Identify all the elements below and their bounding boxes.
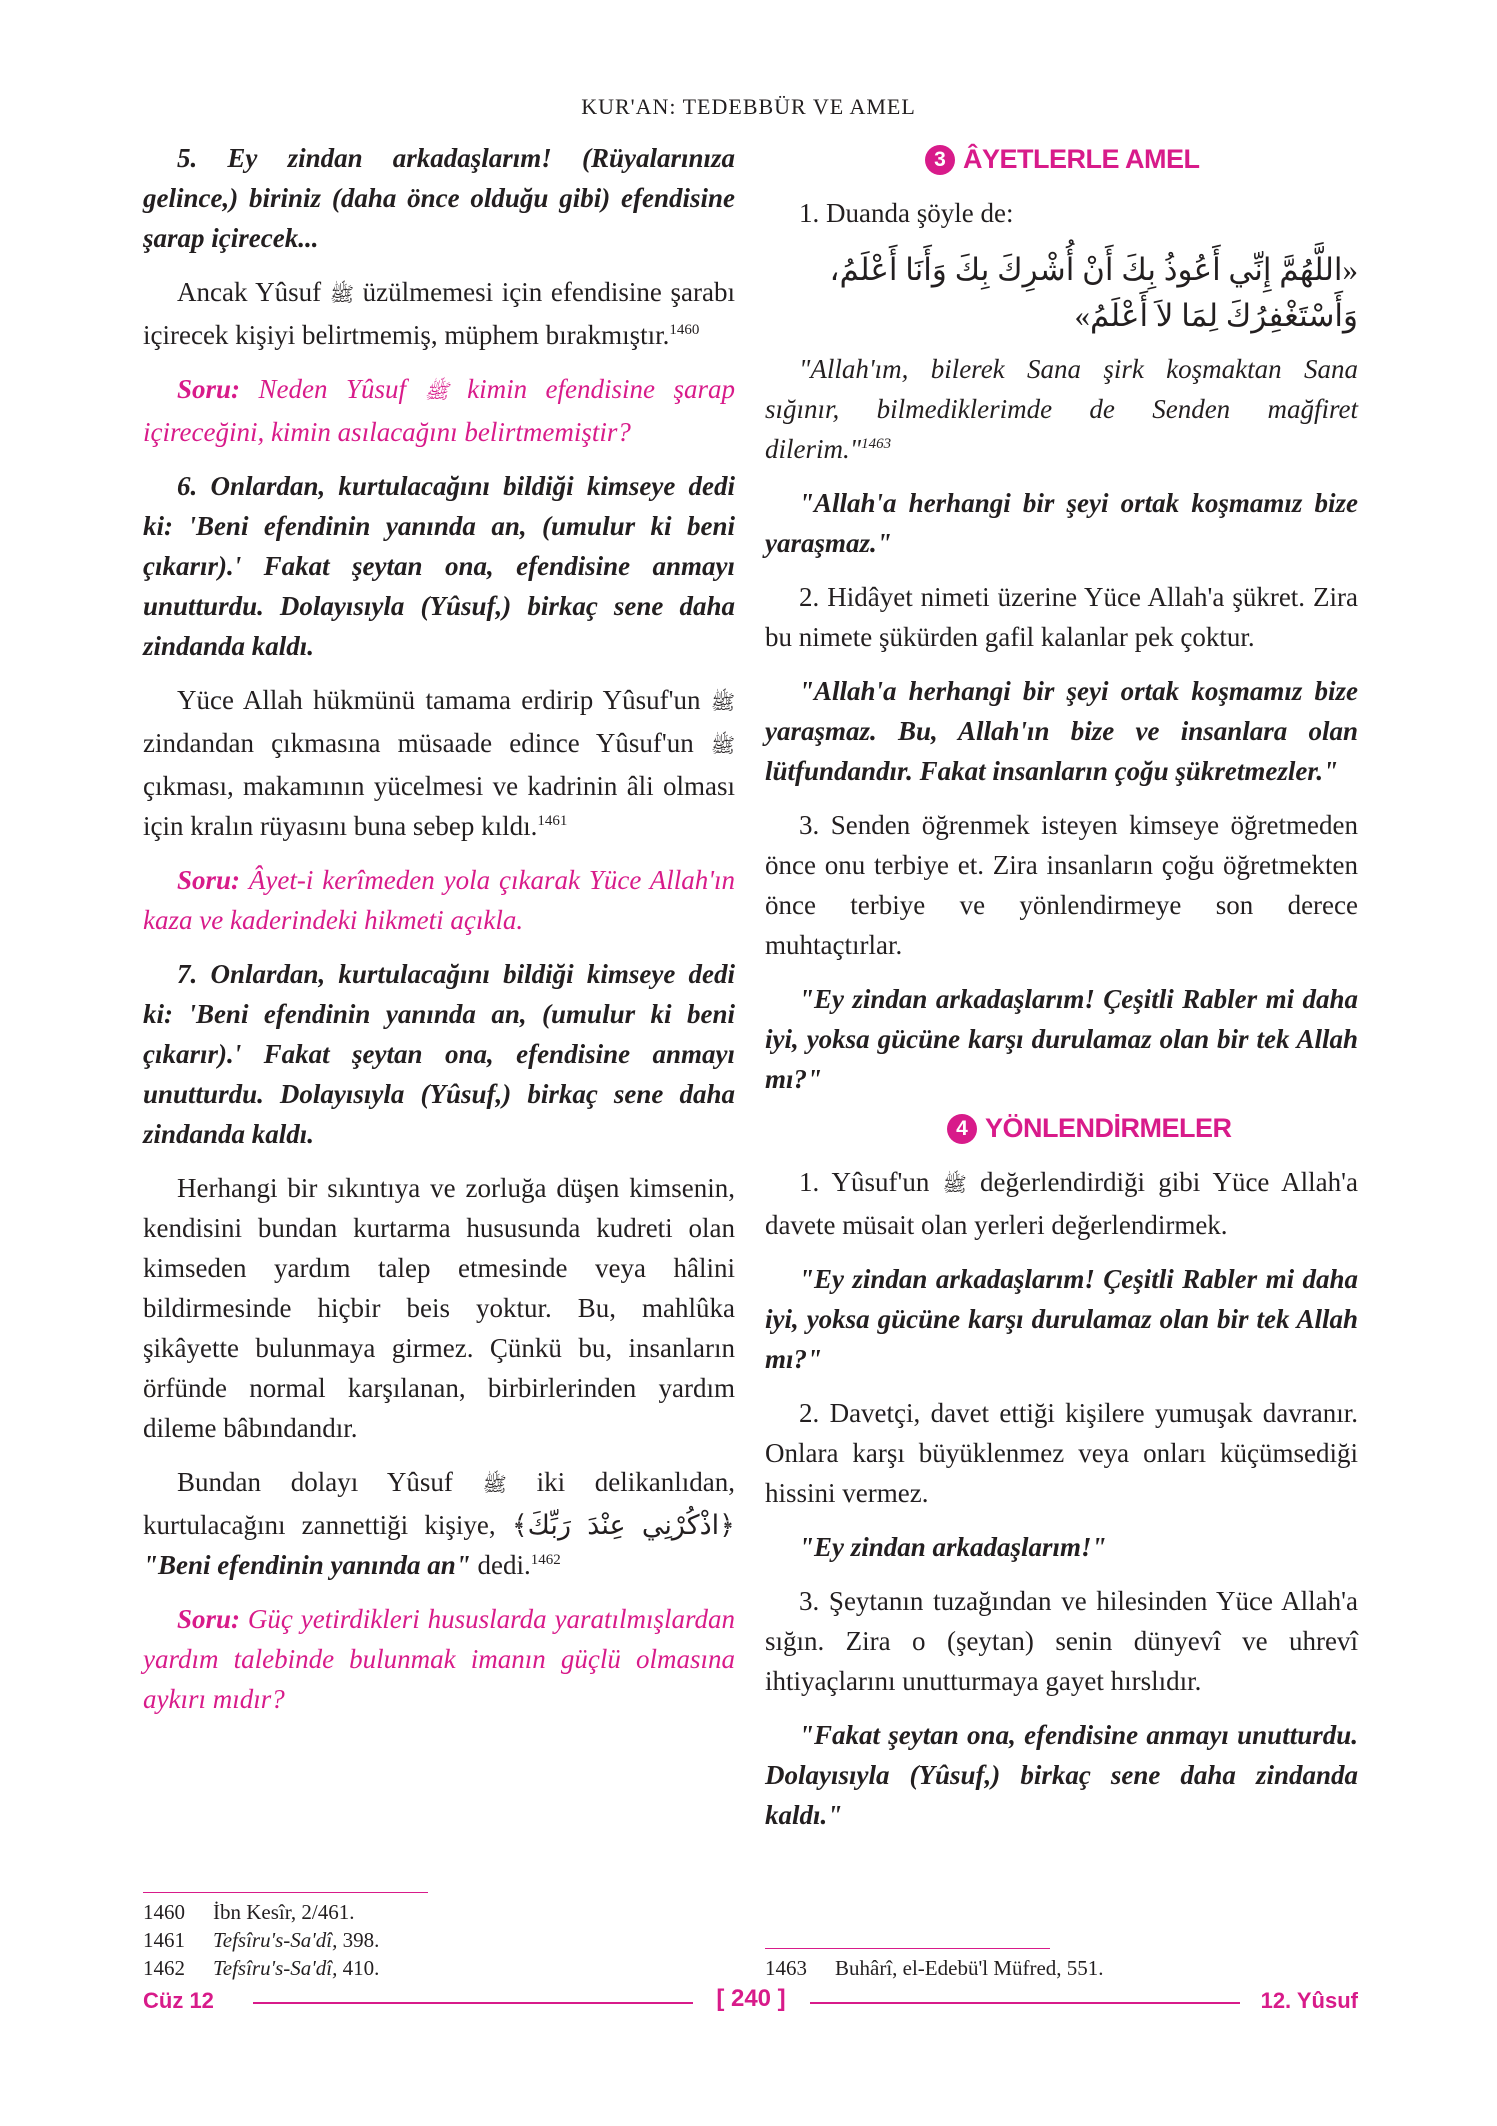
paragraph-4-text-c: dedi. — [477, 1550, 531, 1580]
running-head: KUR'AN: TEDEBBÜR VE AMEL — [581, 94, 916, 119]
footnote-1462 — [143, 1954, 735, 1982]
footnote-text: Tefsîru's-Sa'dî, 410. — [213, 1956, 380, 1980]
question-2 — [143, 860, 735, 940]
salawat-icon: ﷺ — [482, 1474, 507, 1496]
footnote-ref-1462[interactable]: 1462 — [530, 1552, 561, 1568]
paragraph-2-text-c: çıkması, makamının yücelmesi ve kadrinin âli olması için kralın rüyasını buna sebep kıldı. — [143, 771, 735, 841]
footer-juz: Cüz 12 — [143, 1988, 214, 2013]
section-3-title: ÂYETLERLE AMEL — [963, 144, 1200, 174]
footnote-text: Tefsîru's-Sa'dî, 398. — [213, 1928, 380, 1952]
salawat-icon: ﷺ — [710, 735, 735, 757]
page-footer — [143, 1985, 1358, 2022]
item-3-1: 1. Duanda şöyle de: — [799, 198, 1014, 228]
section-4-title: YÖNLENDİRMELER — [985, 1113, 1232, 1143]
paragraph-4 — [143, 1462, 735, 1585]
question-3 — [143, 1599, 735, 1719]
verse-5: 5. Ey zindan arkadaşlarım! (Rüyalarınıza gelince,) biriniz (daha önce olduğu gibi) efendisine şarap içirecek... — [143, 143, 735, 253]
footnote-rule-right — [765, 1948, 1050, 1949]
quote-1: "Allah'a herhangi bir şeyi ortak koşmamız bize yaraşmaz." — [765, 488, 1358, 558]
question-1-text-b: kimin efendisine şarap içireceğini, kimin asılacağını belirtmemiştir? — [143, 374, 735, 447]
verse-6: 6. Onlardan, kurtulacağını bildiği kimseye dedi ki: 'Beni efendinin yanında an, (umulur ki beni çıkarır).' Fakat şeytan ona, efendisine anmayı unutturdu. Dolayısıyla (Yûsuf,) birkaç sene daha zindanda kaldı. — [143, 471, 735, 661]
paragraph-4-text-a: Bundan dolayı Yûsuf — [177, 1467, 453, 1497]
quote-6: "Fakat şeytan ona, efendisine anmayı unutturdu. Dolayısıyla (Yûsuf,) birkaç sene daha zindanda kaldı." — [765, 1720, 1358, 1830]
question-2-label: Soru: — [177, 865, 241, 895]
section-4-number: 4 — [947, 1114, 977, 1144]
section-4-heading — [947, 1113, 1358, 1144]
quote-5: "Ey zindan arkadaşlarım!" — [799, 1532, 1107, 1562]
section-3-number: 3 — [925, 145, 955, 175]
footnote-number: 1460 — [143, 1900, 185, 1924]
question-3-label: Soru: — [177, 1604, 241, 1634]
dua-arabic: «اللَّهُمَّ إِنِّي أَعُوذُ بِكَ أَنْ أُشْرِكَ بِكَ وَأَنَا أَعْلَمُ، وَأَسْتَغْفِرُكَ لِمَا لاَ أَعْلَمُ» — [829, 252, 1358, 333]
footnote-number: 1461 — [143, 1928, 185, 1952]
paragraph-2-text-b: zindandan çıkmasına müsaade edince Yûsuf'un — [143, 728, 694, 758]
footnote-1460 — [143, 1898, 735, 1926]
paragraph-4-quote: "Beni efendinin yanında an" — [143, 1550, 471, 1580]
salawat-icon: ﷺ — [424, 381, 449, 403]
item-3-2: 2. Hidâyet nimeti üzerine Yüce Allah'a şükret. Zira bu nimete şükürden gafil kalanlar pek çoktur. — [765, 582, 1358, 652]
paragraph-2-text-a: Yüce Allah hükmünü tamama erdirip Yûsuf'un — [177, 685, 701, 715]
footnote-ref-1460[interactable]: 1460 — [669, 322, 700, 338]
dua-meaning-text: "Allah'ım, bilerek Sana şirk koşmaktan Sana sığınır, bilmediklerimde de Senden mağfiret dilerim." — [765, 354, 1358, 464]
verse-7: 7. Onlardan, kurtulacağını bildiği kimseye dedi ki: 'Beni efendinin yanında an, (umulur ki beni çıkarır).' Fakat şeytan ona, efendisine anmayı unutturdu. Dolayısıyla (Yûsuf,) birkaç sene daha zindanda kaldı. — [143, 959, 735, 1149]
question-1-text-a: Neden Yûsuf — [258, 374, 406, 404]
item-4-3: 3. Şeytanın tuzağından ve hilesinden Yüce Allah'a sığın. Zira o (şeytan) senin dünyevî ve uhrevî ihtiyaçlarını unutturmaya gayet hırslıdır. — [765, 1586, 1358, 1696]
item-3-3: 3. Senden öğrenmek isteyen kimseye öğretmeden önce onu terbiye et. Zira insanların çoğu öğretmekten önce terbiye ve yönlendirmeye son derece muhtaçtırlar. — [765, 810, 1358, 960]
salawat-icon: ﷺ — [329, 284, 354, 306]
footnote-number: 1463 — [765, 1956, 807, 1980]
paragraph-2 — [143, 680, 735, 846]
footnote-ref-1461[interactable]: 1461 — [537, 813, 568, 829]
item-4-2: 2. Davetçi, davet ettiği kişilere yumuşak davranır. Onlara karşı büyüklenmez veya onları küçümsediği hissini vermez. — [765, 1398, 1358, 1508]
section-3-heading — [925, 144, 1358, 175]
paragraph-4-arabic: ﴿اذْكُرْنِي عِنْدَ رَبِّكَ﴾ — [511, 1510, 735, 1540]
footnote-1463 — [765, 1954, 1358, 1982]
paragraph-3: Herhangi bir sıkıntıya ve zorluğa düşen kimsenin, kendisini bundan kurtarma hususunda kudreti olan kimseden yardım talep etmesinde veya hâlini bildirmesinde hiçbir beis yoktur. Bu, mahlûka şikâyette bulunmaya girmez. Çünkü bu, insanların örfünde normal karşılanan, birbirlerinden yardım dileme bâbındandır. — [143, 1173, 735, 1443]
footer-surah: 12. Yûsuf — [1260, 1988, 1358, 2013]
item-4-1-text-b: değerlendirdiği gibi Yüce Allah'a davete müsait olan yerleri değerlendirmek. — [765, 1167, 1359, 1240]
footnotes-left — [143, 1898, 735, 1982]
footnote-ref-1463[interactable]: 1463 — [861, 436, 892, 452]
paragraph-1 — [143, 272, 735, 355]
salawat-icon: ﷺ — [942, 1174, 967, 1196]
question-1 — [143, 369, 735, 452]
page-number: [ 240 ] — [716, 1985, 786, 2012]
footer-rule-right — [810, 2002, 1240, 2004]
quote-4: "Ey zindan arkadaşlarım! Çeşitli Rabler mi daha iyi, yoksa gücüne karşı durulamaz olan bir tek Allah mı?" — [765, 1264, 1358, 1374]
item-4-1 — [765, 1162, 1358, 1245]
item-4-1-text-a: 1. Yûsuf'un — [799, 1167, 930, 1197]
footnote-text: Buhârî, el-Edebü'l Müfred, 551. — [835, 1956, 1104, 1980]
footer-rule-left — [253, 2002, 693, 2004]
dua-meaning — [765, 349, 1358, 469]
footnote-number: 1462 — [143, 1956, 185, 1980]
paragraph-4-text-b: iki delikanlıdan, kurtulacağını zannettiği kişiye, — [143, 1467, 736, 1540]
footnote-text: İbn Kesîr, 2/461. — [213, 1900, 355, 1924]
question-2-text: Âyet-i kerîmeden yola çıkarak Yüce Allah'ın kaza ve kaderindeki hikmeti açıkla. — [143, 865, 735, 935]
footnotes-right — [765, 1954, 1358, 1982]
quote-2: "Allah'a herhangi bir şeyi ortak koşmamız bize yaraşmaz. Bu, Allah'ın bize ve insanlara olan lütfundandır. Fakat insanların çoğu şükretmezler." — [765, 676, 1358, 786]
paragraph-1-text-b: üzülmemesi için efendisine şarabı içirecek kişiyi belirtmemiş, müphem bırakmıştır. — [143, 277, 736, 350]
paragraph-1-text-a: Ancak Yûsuf — [177, 277, 322, 307]
question-1-label: Soru: — [177, 374, 241, 404]
quote-3: "Ey zindan arkadaşlarım! Çeşitli Rabler mi daha iyi, yoksa gücüne karşı durulamaz olan bir tek Allah mı?" — [765, 984, 1358, 1094]
salawat-icon: ﷺ — [710, 692, 736, 714]
right-column — [765, 138, 1358, 1849]
left-column — [143, 138, 735, 1733]
footnote-1461 — [143, 1926, 735, 1954]
question-3-text: Güç yetirdikleri hususlarda yaratılmışlardan yardım talebinde bulunmak imanın güçlü olmasına aykırı mıdır? — [143, 1604, 735, 1714]
footnote-rule-left — [143, 1892, 428, 1893]
